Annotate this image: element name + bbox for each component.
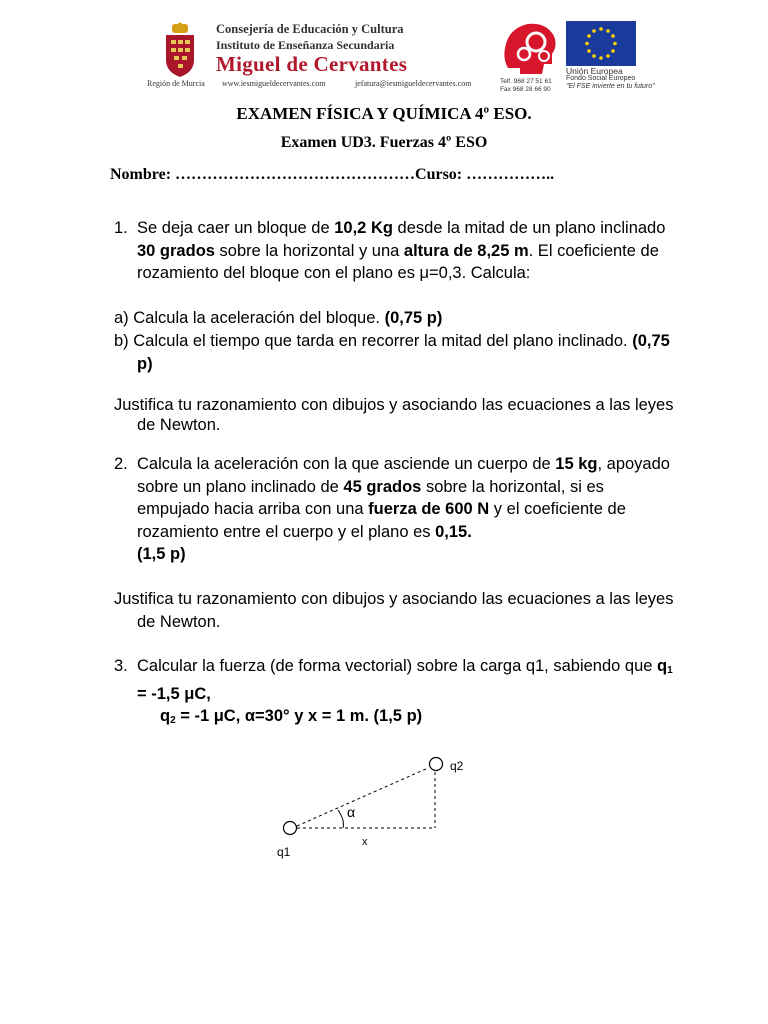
hypotenuse-line [297,768,428,826]
header-institute-type: Instituto de Enseñanza Secundaria [216,38,395,52]
header-tel: Telf. 968 27 51 61 [500,78,552,85]
eu-name: Unión Europea [566,66,623,76]
angle-arc [338,810,343,828]
question-1-text: Se deja caer un bloque de 10,2 Kg desde la mitad de un plano inclinado 30 grados sobre la horizontal y una altura de 8,25 m. El coeficiente de rozamiento del bloque con el plano es μ=0,3. Calcula: [137,219,666,282]
charges-diagram-svg [270,750,480,865]
question-2 [114,453,674,566]
label-q1: q1 [277,845,291,859]
header-department: Consejería de Educación y Cultura [216,22,404,36]
question-3-data: $q_2 = -1$ μC, α=30° y x = 1 m. (1,5 p) [160,707,423,726]
eu-flag-logo [566,21,636,66]
head-gears-logo [500,18,560,78]
crest-logo [163,22,197,78]
question-1 [114,217,674,285]
eu-caption [566,67,655,91]
question-number: 3. [114,657,128,675]
header-web: www.iesmigueldecervantes.com [222,79,326,88]
label-q2: q2 [450,759,464,773]
question-number: 2. [114,455,128,473]
eu-fund: Fondo Social Europeo [566,75,636,82]
question-number: 1. [114,219,128,237]
charges-diagram [270,750,480,865]
header-fax: Fax 968 28 66 90 [500,86,551,93]
header-region: Región de Murcia [147,79,205,88]
justify-note-1: Justifica tu razonamiento con dibujos y asociando las ecuaciones a las leyes de Newton. [114,396,674,434]
question-3 [114,655,674,733]
question-1-part-b: b) Calcula el tiempo que tarda en recorrer la mitad del plano inclinado. (0,75 p) [114,332,670,373]
question-2-text: Calcula la aceleración con la que asciende un cuerpo de 15 kg, apoyado sobre un plano inclinado de 45 grados sobre la horizontal, si es empujado hacia arriba con una fuerza de 600 N y el coeficiente de rozamiento entre el cuerpo y el plano es 0,15. (1,5 p) [137,455,670,563]
exam-subtitle: Examen UD3. Fuerzas 4º ESO [280,134,488,151]
header-school-name: Miguel de Cervantes [216,52,408,76]
eu-motto: "El FSE invierte en tu futuro" [566,83,655,90]
header-email: jefatura@iesmigueldecervantes.com [355,79,472,88]
question-3-text: Calcular la fuerza (de forma vectorial) sobre la carga q1, sabiendo que $q_1 = -1,5$ μC, [137,657,673,703]
justify-note-2: Justifica tu razonamiento con dibujos y asociando las ecuaciones a las leyes de Newton. [114,590,674,631]
label-x: x [362,836,368,848]
name-course-line: Nombre: ………………………………………Curso: …………….. [110,166,555,183]
header-contact [500,78,552,94]
label-alpha: α [347,804,356,820]
charge-q1 [284,822,297,835]
charge-q2 [430,758,443,771]
question-1-part-a: a) Calcula la aceleración del bloque. (0,75 p) [114,309,443,327]
exam-title: EXAMEN FÍSICA Y QUÍMICA 4º ESO. [236,104,532,123]
